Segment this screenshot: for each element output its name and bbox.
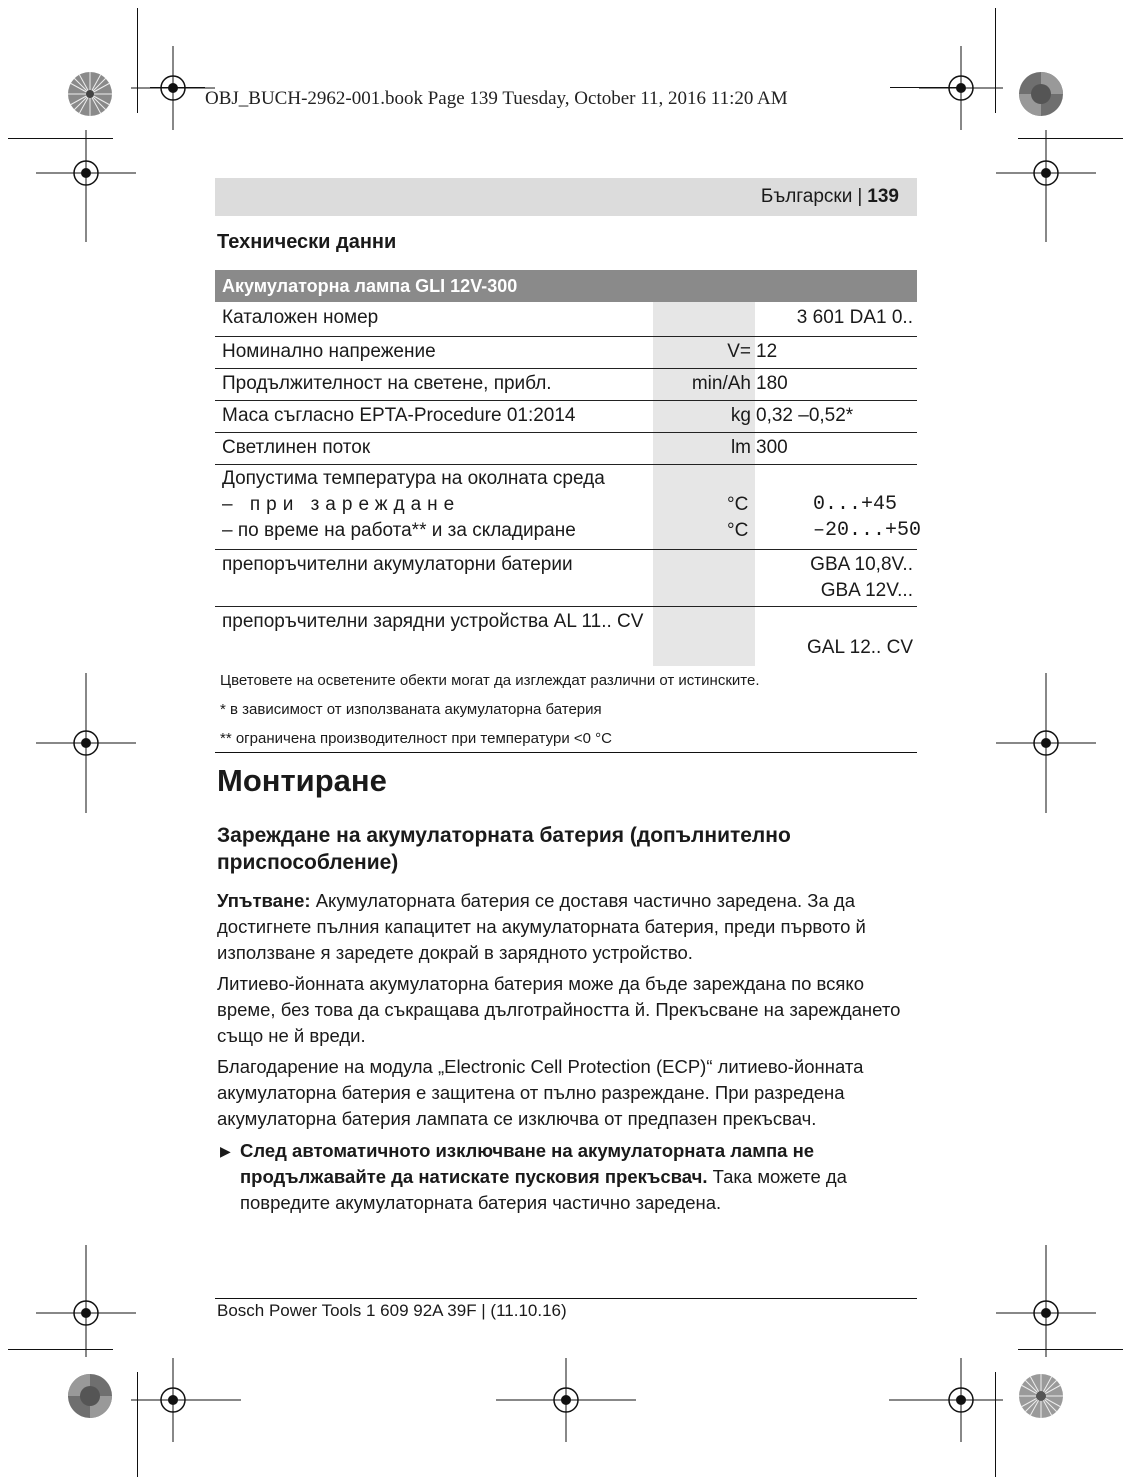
- row-label: препоръчителни акумулаторни батерии: [222, 554, 573, 575]
- heading-mounting: Монтиране: [217, 763, 387, 798]
- table-row-chargers: [215, 607, 917, 666]
- paragraph-ecp: Благодарение на модула „Electronic Cell Protection (ECP)“ литиево-йонната акумулаторна батерия е защитена от пълно разреждане. При разредена акумулаторна батерия лампата се изключва от предпазен прекъсвач.: [217, 1056, 864, 1129]
- row-value: 0,32 –0,52*: [756, 405, 854, 426]
- table-row-weight: [215, 401, 917, 433]
- registration-mark-icon: [919, 46, 1003, 130]
- row-label: Маса съгласно EPTA-Procedure 01:2014: [222, 405, 576, 426]
- print-slug: OBJ_BUCH-2962-001.book Page 139 Tuesday, October 11, 2016 11:20 AM: [205, 88, 788, 109]
- table-row-batteries: [215, 550, 917, 607]
- row-label: препоръчителни зарядни устройства AL 11.. CV: [222, 611, 644, 632]
- table-title: Акумулаторна лампа GLI 12V-300: [215, 270, 917, 302]
- color-wheel-icon: [66, 1372, 114, 1420]
- page-number: 139: [867, 186, 899, 207]
- row-sublabel: – при зареждане: [222, 494, 461, 515]
- table-footnote: Цветовете на осветените обекти могат да изглеждат различни от истинските.: [220, 672, 760, 689]
- row-label: Номинално напрежение: [222, 341, 436, 362]
- bullet-rest: Така можете да повредите акумулаторната батерия частично заредена.: [240, 1166, 847, 1213]
- page-footer: Bosch Power Tools 1 609 92A 39F | (11.10.16): [217, 1301, 567, 1320]
- section-title: Технически данни: [217, 231, 397, 253]
- row-value: 3 601 DA1 0..: [796, 307, 913, 328]
- note-text: Акумулаторната батерия се доставя частично заредена. За да достигнете пълния капацитет на акумулаторната батерия, преди първото й използване я заредете докрай в зарядното устройство.: [217, 890, 866, 963]
- registration-mark-icon: [36, 673, 136, 813]
- bullet-text: [240, 1138, 917, 1216]
- row-unit: min/Ah: [691, 373, 751, 394]
- registration-mark-icon: [996, 1245, 1096, 1357]
- table-row-catalog: [215, 302, 917, 337]
- table-row-runtime: [215, 369, 917, 401]
- row-unit: V=: [727, 341, 751, 362]
- table-footnote: * в зависимост от използваната акумулаторна батерия: [220, 701, 602, 718]
- color-wheel-icon: [1017, 70, 1065, 118]
- page-header-label: Български | 139: [760, 186, 899, 207]
- paragraph-lithium: Литиево-йонната акумулаторна батерия може да бъде зареждана по всяко време, без това да съкращава дълготрайността й. Прекъсване на зареждането също не й вреди.: [217, 973, 901, 1046]
- bullet-triangle-icon: ▶: [220, 1143, 231, 1159]
- color-wheel-icon: [1017, 1372, 1065, 1420]
- row-value: 180: [756, 373, 788, 394]
- page-header: [215, 178, 917, 216]
- row-label: Светлинен поток: [222, 437, 371, 458]
- footer-rule: [215, 1298, 917, 1299]
- registration-mark-icon: [889, 1358, 1003, 1442]
- table-row-voltage: [215, 337, 917, 369]
- registration-mark-icon: [996, 673, 1096, 813]
- registration-mark-icon: [996, 130, 1096, 242]
- registration-mark-icon: [131, 46, 215, 130]
- row-value: 300: [756, 437, 788, 458]
- row-sublabel: – по време на работа** и за складиране: [222, 520, 576, 541]
- registration-mark-icon: [36, 130, 136, 242]
- divider: [215, 752, 917, 753]
- paragraph-note: [217, 888, 917, 966]
- row-value: –20...+50: [812, 519, 921, 542]
- language-label: Български: [760, 186, 853, 207]
- row-value: 0...+45: [812, 493, 897, 516]
- bullet-bold: След автоматичното изключване на акумулаторната лампа не продължавайте да натискате пусковия прекъсвач.: [240, 1140, 815, 1187]
- row-unit: kg: [730, 405, 751, 426]
- heading-charging: Зареждане на акумулаторната батерия (допълнително приспособление): [217, 824, 791, 874]
- row-value: GAL 12.. CV: [807, 637, 913, 658]
- table-row-flux: [215, 433, 917, 465]
- row-unit: °C: [727, 520, 749, 541]
- table-row-temperature: [215, 465, 921, 550]
- row-label: Допустима температура на околната среда: [222, 468, 605, 489]
- row-value: 12: [756, 341, 778, 362]
- color-wheel-icon: [66, 70, 114, 118]
- table-footnote: ** ограничена производителност при температури <0 °C: [220, 730, 612, 747]
- note-lead: Упътване:: [217, 890, 311, 911]
- registration-mark-icon: [496, 1358, 636, 1442]
- registration-mark-icon: [36, 1245, 136, 1357]
- tech-data-table: [215, 270, 921, 658]
- row-value: GBA 12V...: [820, 580, 913, 601]
- registration-mark-icon: [131, 1358, 241, 1442]
- row-unit: lm: [730, 437, 751, 458]
- row-label: Каталожен номер: [222, 307, 379, 328]
- row-value: GBA 10,8V..: [810, 554, 913, 575]
- row-label: Продължителност на светене, прибл.: [222, 373, 552, 394]
- row-unit: °C: [727, 494, 749, 515]
